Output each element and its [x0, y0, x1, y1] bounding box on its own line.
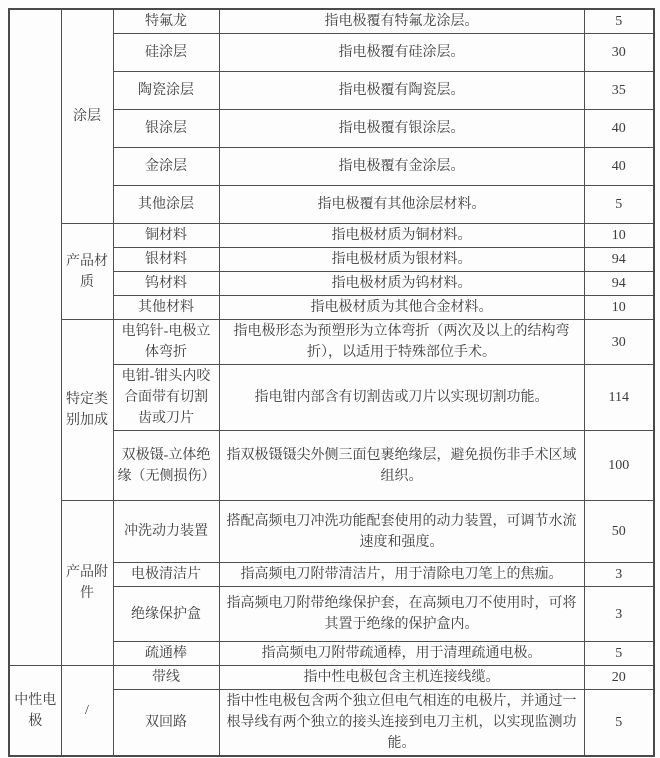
item-value-cell: 10: [584, 224, 654, 248]
item-value-cell: 50: [584, 501, 654, 563]
group-label-cell: 特定类别加成: [61, 320, 113, 501]
item-value-cell: 94: [584, 272, 654, 296]
item-desc-cell: 指双极镊镊尖外侧三面包裹绝缘层，避免损伤非手术区域组织。: [219, 431, 584, 501]
item-value-cell: 30: [584, 34, 654, 72]
item-name-cell: 银涂层: [113, 110, 219, 148]
category-cell: 中性电极: [9, 666, 61, 757]
item-name-cell: 铜材料: [113, 224, 219, 248]
item-desc-cell: 指电极材质为其他合金材料。: [219, 296, 584, 320]
item-value-cell: 35: [584, 72, 654, 110]
group-label-cell: 涂层: [61, 9, 113, 224]
item-value-cell: 5: [584, 186, 654, 224]
item-name-cell: 疏通棒: [113, 642, 219, 666]
item-value-cell: 40: [584, 110, 654, 148]
item-value-cell: 40: [584, 148, 654, 186]
item-name-cell: 绝缘保护盒: [113, 587, 219, 642]
group-label-cell: 产品附件: [61, 501, 113, 666]
item-desc-cell: 指高频电刀附带疏通棒，用于清理疏通电极。: [219, 642, 584, 666]
item-desc-cell: 指电极覆有特氟龙涂层。: [219, 9, 584, 34]
table-row: [9, 9, 654, 34]
item-desc-cell: 指中性电极包含主机连接线缆。: [219, 666, 584, 690]
item-value-cell: 20: [584, 666, 654, 690]
item-value-cell: 94: [584, 248, 654, 272]
item-desc-cell: 指电极材质为铜材料。: [219, 224, 584, 248]
item-name-cell: 电钳-钳头内咬合面带有切割齿或刀片: [113, 365, 219, 431]
item-name-cell: 银材料: [113, 248, 219, 272]
item-desc-cell: 指电极形态为预塑形为立体弯折（两次及以上的结构弯折），以适用于特殊部位手术。: [219, 320, 584, 365]
item-value-cell: 30: [584, 320, 654, 365]
item-desc-cell: 指电极材质为钨材料。: [219, 272, 584, 296]
item-value-cell: 3: [584, 587, 654, 642]
classification-table: [8, 8, 655, 757]
item-name-cell: 双极镊-立体绝缘（无侧损伤）: [113, 431, 219, 501]
item-desc-cell: 指中性电极包含两个独立但电气相连的电极片，并通过一根导线有两个独立的接头连接到电刀主机，以实现监测功能。: [219, 690, 584, 757]
table-row: [9, 224, 654, 248]
item-desc-cell: 指电极覆有硅涂层。: [219, 34, 584, 72]
item-name-cell: 硅涂层: [113, 34, 219, 72]
item-value-cell: 3: [584, 563, 654, 587]
item-name-cell: 金涂层: [113, 148, 219, 186]
table-row: [9, 666, 654, 690]
item-name-cell: 双回路: [113, 690, 219, 757]
item-value-cell: 5: [584, 9, 654, 34]
item-value-cell: 100: [584, 431, 654, 501]
item-value-cell: 10: [584, 296, 654, 320]
category-cell: [9, 9, 61, 666]
table-row: [9, 501, 654, 563]
item-desc-cell: 指电极覆有金涂层。: [219, 148, 584, 186]
item-desc-cell: 指电极覆有陶瓷层。: [219, 72, 584, 110]
item-desc-cell: 指电钳内部含有切割齿或刀片以实现切割功能。: [219, 365, 584, 431]
item-name-cell: 冲洗动力装置: [113, 501, 219, 563]
table-row: [9, 320, 654, 365]
item-name-cell: 电极清洁片: [113, 563, 219, 587]
group-label-cell: /: [61, 666, 113, 757]
item-name-cell: 其他涂层: [113, 186, 219, 224]
item-desc-cell: 指高频电刀附带绝缘保护套，在高频电刀不使用时，可将其置于绝缘的保护盒内。: [219, 587, 584, 642]
item-desc-cell: 指高频电刀附带清洁片，用于清除电刀笔上的焦痂。: [219, 563, 584, 587]
group-label-cell: 产品材质: [61, 224, 113, 320]
item-name-cell: 特氟龙: [113, 9, 219, 34]
item-value-cell: 5: [584, 642, 654, 666]
item-desc-cell: 指电极材质为银材料。: [219, 248, 584, 272]
item-name-cell: 钨材料: [113, 272, 219, 296]
item-desc-cell: 指电极覆有银涂层。: [219, 110, 584, 148]
item-value-cell: 5: [584, 690, 654, 757]
item-name-cell: 电钨针-电极立体弯折: [113, 320, 219, 365]
item-name-cell: 陶瓷涂层: [113, 72, 219, 110]
item-name-cell: 带线: [113, 666, 219, 690]
item-desc-cell: 指电极覆有其他涂层材料。: [219, 186, 584, 224]
item-desc-cell: 搭配高频电刀冲洗功能配套使用的动力装置，可调节水流速度和强度。: [219, 501, 584, 563]
item-value-cell: 114: [584, 365, 654, 431]
item-name-cell: 其他材料: [113, 296, 219, 320]
